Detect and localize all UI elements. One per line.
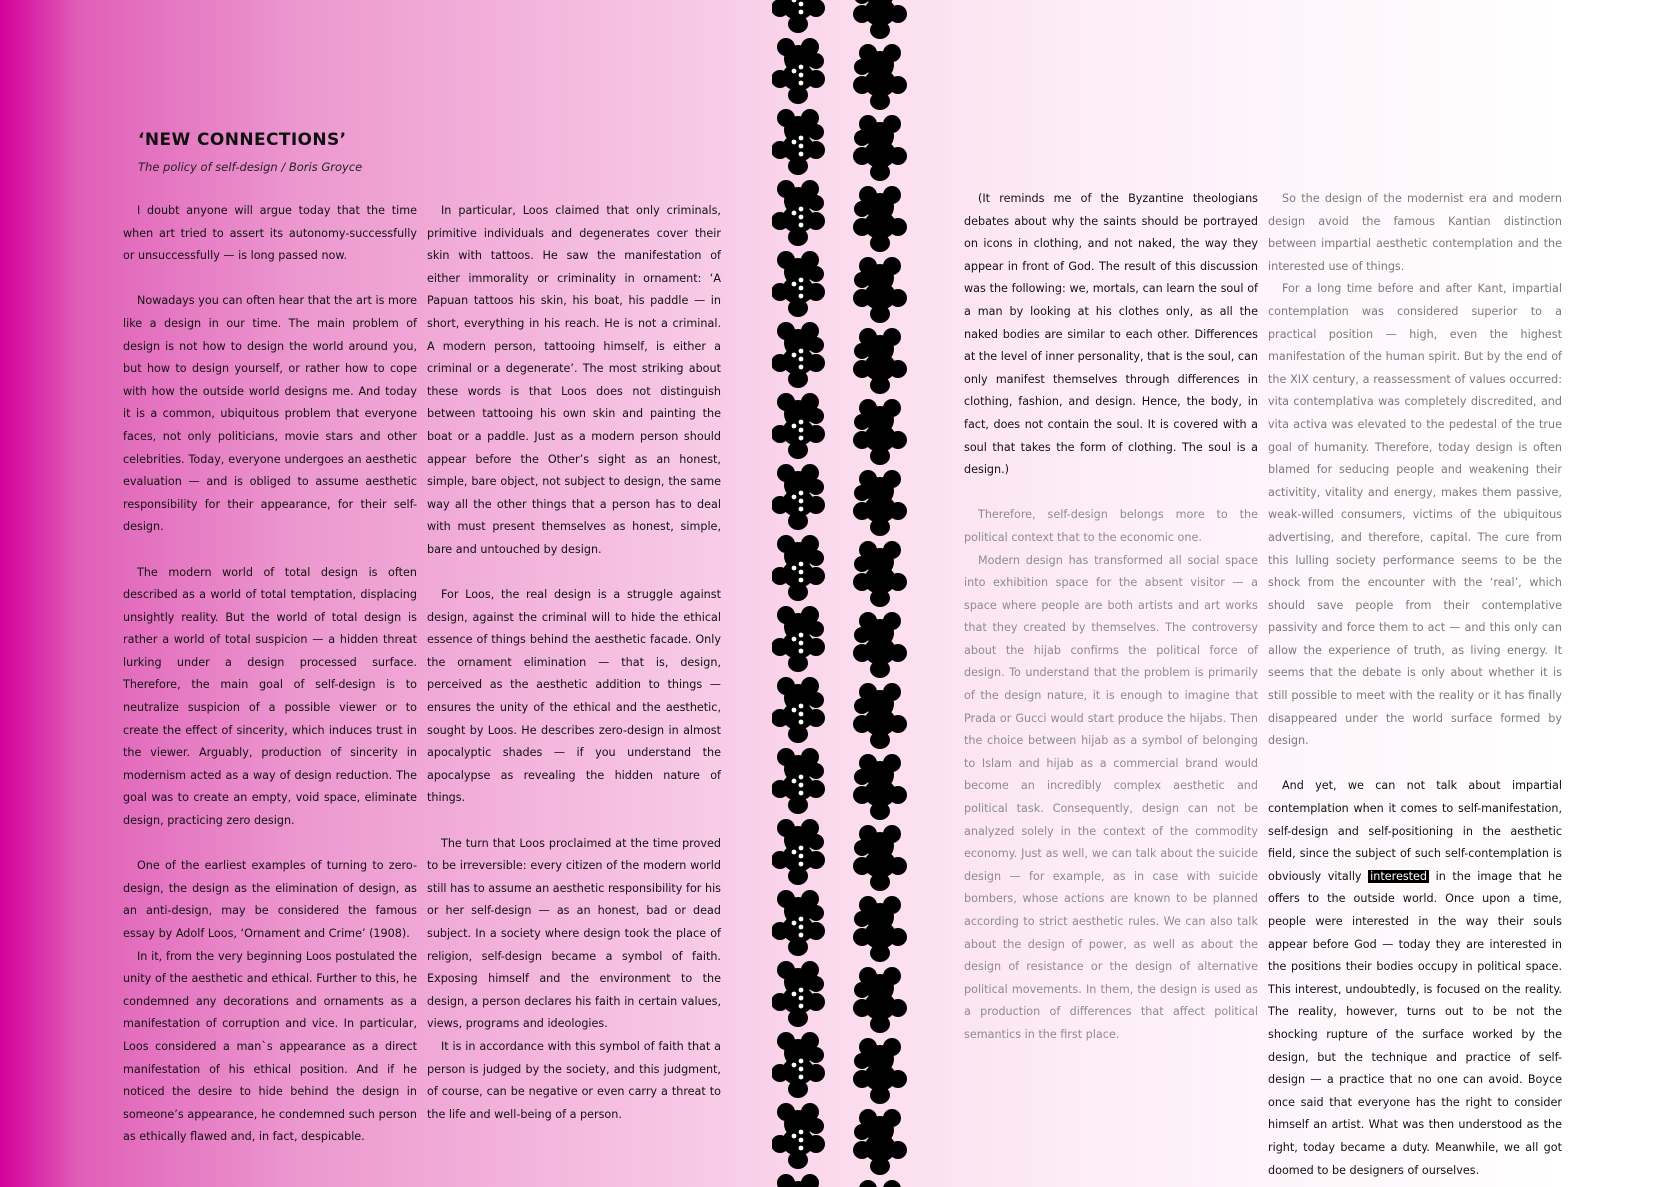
paragraph: For Loos, the real design is a struggle against design, against the criminal will to hide the ethical essence of things behind the aesthetic facade. Only the ornament elimination — that is, design, perceived as the aesthetic addition to things — ensures the unity of the ethical and the aesthetic, sought by Loos. He describes zero-design in almost apocalyptic shades — if you understand the apocalypse as revealing the hidden nature of things. — [427, 588, 721, 805]
ornament-motif — [853, 470, 907, 536]
ornament-strip-left — [772, 0, 832, 1187]
text-column-1 — [123, 200, 417, 1149]
ornament-motif — [853, 257, 907, 323]
ornament-motif — [772, 677, 825, 743]
paragraph: One of the earliest examples of turning to zero-design, the design as the elimination of design, as an anti-design, may be considered the famous essay by Adolf Loos, ‘Ornament and Crime’ (1908). — [123, 859, 417, 940]
ornament-motif — [853, 186, 907, 252]
paragraph-text: in the image that he offers to the outside world. Once upon a time, people were interested in the way their souls appear before God — today they are interested in the positions their bodies occupy in political space. This interest, undoubtedly, is focused on the reality. The reality, however, turns out to be not the shocking rupture of the surface worked by the design, but the technique and practice of self-design — a practice that no one can avoid. Boyce once said that everyone has the right to consider himself an artist. What was then understood as the right, today became a duty. Meanwhile, we all got doomed to be designers of ourselves. — [1268, 869, 1562, 1177]
ornament-motif — [772, 109, 825, 175]
ornament-motif — [853, 0, 907, 39]
paragraph: In it, from the very beginning Loos postulated the unity of the aesthetic and ethical. Further to this, he condemned any decorations and ornaments as a manifestation of corruption and vice. In particular, Loos considered a man`s appearance as a direct manifestation of his ethical position. And if he noticed the desire to hide behind the design in someone’s appearance, he condemned such person as ethically flawed and, in fact, despicable. — [123, 949, 417, 1144]
paragraph: Nowadays you can often hear that the art is more like a design in our time. The main problem of design is not how to design the world around you, but how to design yourself, or rather how to cope with how the outside world designs me. And today it is a common, ubiquitous problem that everyone faces, not only politicians, movie stars and other celebrities. Today, everyone undergoes an aesthetic evaluation — and is obliged to assume aesthetic responsibility for their appearance, for their self-design. — [123, 294, 417, 534]
paragraph: In particular, Loos claimed that only criminals, primitive individuals and degenerates cover their skin with tattoos. He saw the manifestation of either immorality or criminality in ornament: ‘A Papuan tattoos his skin, his boat, his paddle — in short, everything in his reach. He is not a criminal. A modern person, tattooing himself, is either a criminal or a degenerate’. The most striking about these words is that Loos does not distinguish between tattooing his own skin and painting the boat or a paddle. Just as a modern person should appear before the Other’s sight as an honest, simple, bare object, not subject to design, the same way all the other things that a person has to deal with must present themselves as honest, simple, bare and untouched by design. — [427, 204, 721, 556]
ornament-motif — [772, 535, 825, 601]
article-subtitle: The policy of self-design / Boris Groyce — [138, 160, 363, 174]
paragraph: (It reminds me of the Byzantine theologians debates about why the saints should be portrayed on icons in clothing, and not naked, the way they appear in front of God. The result of this discussion was the following: we, mortals, can learn the soul of a man by looking at his clothes only, as all the naked bodies are similar to each other. Differences at the level of inner personality, that is the soul, can only manifest themselves through differences in clothing, fashion, and design. Hence, the body, in fact, does not contain the soul. It is covered with a soul that takes the form of clothing. The soul is a design.) — [964, 192, 1258, 477]
ornament-motif — [853, 612, 907, 678]
ornament-motif — [853, 1180, 907, 1187]
ornament-motif — [853, 115, 907, 181]
ornament-motif — [853, 541, 907, 607]
ornament-motif — [772, 38, 825, 104]
ornament-motif — [853, 328, 907, 394]
ornament-motif — [853, 399, 907, 465]
text-column-2 — [427, 200, 721, 1126]
paragraph — [1268, 775, 1562, 1182]
ornament-motif — [772, 1103, 825, 1169]
ornament-motif — [772, 0, 825, 33]
ornament-motif — [772, 322, 825, 388]
ornament-motif — [772, 393, 825, 459]
paragraph: For a long time before and after Kant, impartial contemplation was considered superior to a practical position — high, even the highest manifestation of the human spirit. But by the end of the XIX century, a reassessment of values occurred: vita contemplativa was completely discredited, and vita activa was elevated to the pedestal of the true goal of humanity. Therefore, today design is often blamed for seducing people and weakening their activitity, vitality and energy, makes them passive, weak-willed consumers, victims of the ubiquitous advertising, and therefore, capital. The cure from this lulling society performance seems to be the shock from the encounter with the ‘real’, which should save people from their contemplative passivity and force them to act — and this only can allow the experience of truth, as living energy. It seems that the debate is only about whether it is still possible to meet with the reality or it has finally disappeared under the world surface formed by design. — [1268, 282, 1562, 748]
ornament-motif — [772, 819, 825, 885]
ornament-motif — [772, 961, 825, 1027]
ornament-motif — [853, 967, 907, 1033]
article-heading — [138, 130, 362, 174]
ornament-motif — [853, 683, 907, 749]
text-column-4 — [1268, 188, 1562, 1182]
paragraph: It is in accordance with this symbol of faith that a person is judged by the society, and this judgment, of course, can be negative or even carry a threat to the life and well-being of a person. — [427, 1039, 721, 1121]
ornament-motif — [853, 754, 907, 820]
paragraph: Modern design has transformed all social space into exhibition space for the absent visitor — a space where people are both artists and art works that they created by themselves. The controversy about the hijab confirms the political force of design. To understand that the problem is primarily of the design nature, it is enough to imagine that Prada or Gucci would start produce the hijabs. Then the choice between hijab as a symbol of belonging to Islam and hijab as a commercial brand would become an incredibly complex aesthetic and political task. Consequently, design can not be analyzed solely in the context of the commodity economy. Just as well, we can talk about the suicide design — for example, as in case with suicide bombers, whose actions are known to be planned according to strict aesthetic rules. We can also talk about the design of power, as well as about the design of resistance or the design of alternative political movements. In them, the design is used as a production of differences that affect political semantics in the first place. — [964, 553, 1258, 1041]
ornament-strip-right — [850, 0, 910, 1187]
ornament-motif — [853, 1109, 907, 1175]
ornament-motif — [772, 251, 825, 317]
ornament-motif — [772, 748, 825, 814]
ornament-motif — [853, 44, 907, 110]
paragraph: I doubt anyone will argue today that the time when art tried to assert its autonomy-successfully or unsuccessfully — is long passed now. — [123, 204, 417, 263]
ornament-motif — [853, 1038, 907, 1104]
paragraph: So the design of the modernist era and modern design avoid the famous Kantian distinction between impartial aesthetic contemplation and the interested use of things. — [1268, 192, 1562, 273]
ornament-motif — [772, 180, 825, 246]
article-title: ‘NEW CONNECTIONS’ — [138, 130, 347, 150]
ornament-motif — [772, 890, 825, 956]
ornament-motif — [853, 896, 907, 962]
ornament-motif — [772, 606, 825, 672]
ornament-motif — [772, 464, 825, 530]
text-column-3 — [964, 188, 1258, 1047]
paragraph: The turn that Loos proclaimed at the time proved to be irreversible: every citizen of the modern world still has to assume an aesthetic responsibility for his or her self-design — as an honest, bad or dead subject. In a society where design took the place of religion, self-design became a symbol of faith. Exposing himself and the environment to the design, a person declares his faith in certain values, views, programs and ideologies. — [427, 836, 721, 1031]
ornament-motif — [853, 825, 907, 891]
paragraph: The modern world of total design is often described as a world of total temptation, displacing unsightly reality. But the world of total design is rather a world of total suspicion — a hidden threat lurking under a design processed surface. Therefore, the main goal of self-design is to neutralize suspicion of a possible viewer or to create the effect of sincerity, which induces trust in the viewer. Arguably, production of sincerity in modernism acted as a way of design reduction. The goal was to create an empty, void space, eliminate design, practicing zero design. — [123, 565, 417, 828]
paragraph-text: And yet, we can not talk about impartial contemplation when it comes to self-manifestation, self-design and self-positioning in the aesthetic field, since the subject of such self-contemplation is obviously vitally — [1268, 779, 1562, 883]
ornament-motif — [772, 1174, 825, 1187]
paragraph: Therefore, self-design belongs more to the political context that to the economic one. — [964, 508, 1258, 544]
ornament-motif — [772, 1032, 825, 1098]
highlighted-word: interested — [1370, 869, 1428, 883]
